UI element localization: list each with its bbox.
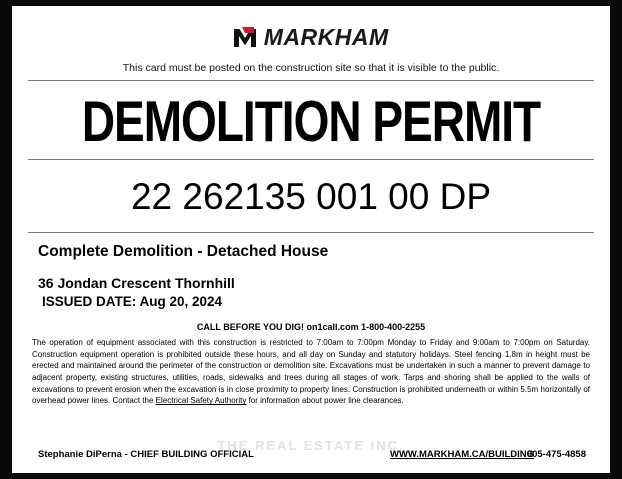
markham-m-logo-icon xyxy=(233,26,257,48)
divider-lower xyxy=(28,232,594,233)
chief-building-official: Stephanie DiPerna - CHIEF BUILDING OFFICIAL xyxy=(38,449,254,460)
logo-wordmark: MARKHAM xyxy=(263,24,389,50)
conditions-part-2: for information about power line clearances. xyxy=(246,396,404,406)
issued-date: ISSUED DATE: Aug 20, 2024 xyxy=(42,294,223,310)
posting-notice: This card must be posted on the construction site so that it is visible to the public. xyxy=(122,62,500,74)
electrical-safety-authority-link[interactable]: Electrical Safety Authority xyxy=(155,396,247,406)
phone-number: 905-475-4858 xyxy=(526,449,586,460)
call-before-you-dig: CALL BEFORE YOU DIG! on1call.com 1-800-400-2255 xyxy=(196,322,426,333)
markham-logo xyxy=(233,24,388,50)
footer xyxy=(28,449,594,465)
divider-top xyxy=(28,80,594,81)
work-description: Complete Demolition - Detached House xyxy=(38,243,329,261)
permit-number: 22 262135 001 00 DP xyxy=(130,176,492,218)
website-link[interactable]: WWW.MARKHAM.CA/BUILDING xyxy=(390,449,535,460)
conditions-part-1: The operation of equipment associated with this construction is restricted to 7:00am to 7:00pm Monday to Friday and 9:00am to 7:00pm on Saturday. Construction equipment operation is prohibited outside these hours, and all day on Sunday and statutory holidays. Steel fencing 1.8m in height must be erected and maintained around the perimeter of the construction or demolition site. Excavations must be undertaken in such a manner to prevent damage to adjacent property, existing structures, utilities, roads, sidewalks and trees during all stages of work. Tarps and shoring shall be applied to the walls of excavations to prevent erosion when the excavation is in close proximity to property lines. Construction is prohibited underneath or within 5.5m horizontally of overhead power lines. Contact the xyxy=(32,338,590,406)
permit-card xyxy=(12,6,610,473)
page-title: DEMOLITION PERMIT xyxy=(81,88,541,154)
watermark: THE REAL ESTATE INC. xyxy=(217,438,405,453)
conditions-text xyxy=(32,337,590,407)
logo-row xyxy=(28,16,594,58)
site-address: 36 Jondan Crescent Thornhill xyxy=(38,275,235,292)
